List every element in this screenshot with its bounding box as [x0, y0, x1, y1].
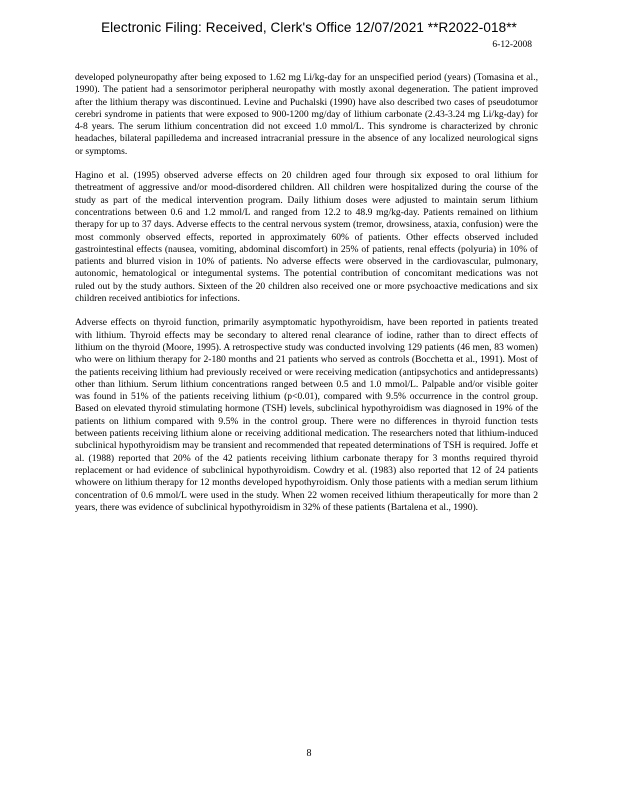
- document-body: [75, 72, 538, 526]
- paragraph-polyneuropathy: developed polyneuropathy after being exposed to 1.62 mg Li/kg-day for an unspecified period (years) (Tomasina et al., 1990). The patient had a sensorimotor peripheral neuropathy with mostly axonal degeneration. The patient improved after the lithium therapy was discontinued. Levine and Puchalski (1990) have also described two cases of pseudotumor cerebri syndrome in patients that were exposed to 900-1200 mg/day of lithium carbonate (2.43-3.24 mg Li/kg-day) for 4-8 years. The serum lithium concentration did not exceed 1.0 mmol/L. This syndrome is characterized by chronic headaches, bilateral papilledema and increased intracranial pressure in the absence of any localized neurological signs or symptoms.: [75, 72, 538, 157]
- filing-stamp: Electronic Filing: Received, Clerk's Office 12/07/2021 **R2022-018**: [101, 20, 517, 35]
- paragraph-thyroid-effects: Adverse effects on thyroid function, primarily asymptomatic hypothyroidism, have been reported in patients treated with lithium. Thyroid effects may be secondary to altered renal clearance of iodine, rather than to direct effects of lithium on the thyroid (Moore, 1995). A retrospective study was conducted involving 129 patients (46 men, 83 women) who were on lithium therapy for 2-180 months and 21 patients who served as controls (Bocchetta et al., 1991). Most of the patients receiving lithium had previously received or were receiving medication (antipsychotics and antidepressants) other than lithium. Serum lithium concentrations ranged between 0.5 and 1.0 mmol/L. Palpable and/or visible goiter was found in 51% of the patients receiving lithium (p<0.01), compared with 9.5% occurrence in the control group. Based on elevated thyroid stimulating hormone (TSH) levels, subclinical hypothyroidism was diagnosed in 19% of the patients on lithium compared with 9.5% in the control group. There were no differences in thyroid function tests between patients receiving lithium alone or receiving additional medication. The researchers noted that lithium-induced subclinical hypothyroidism may be transient and recommended that repeated determinations of TSH is required. Joffe et al. (1988) reported that 20% of the 42 patients receiving lithium carbonate therapy for 3 months required thyroid replacement or had evidence of subclinical hypothyroidism. Cowdry et al. (1983) also reported that 12 of 24 patients whowere on lithium therapy for 12 months developed hypothyroidism. Only those patients with a median serum lithium concentration of 0.6 mmol/L were used in the study. When 22 women received lithium therapeutically for more than 2 years, there was evidence of subclinical hypothyroidism in 32% of these patients (Bartalena et al., 1990).: [75, 317, 538, 513]
- document-date: 6-12-2008: [492, 40, 532, 50]
- page-number: 8: [306, 748, 312, 759]
- paragraph-hagino-study: Hagino et al. (1995) observed adverse effects on 20 children aged four through six exposed to oral lithium for thetreatment of aggressive and/or mood-disordered children. All children were hospitalized during the course of the study as part of the medical intervention program. Daily lithium doses were adjusted to maintain serum lithium concentrations between 0.6 and 1.2 mmol/L and ranged from 12.2 to 48.9 mg/kg-day. Patients remained on lithium therapy for up to 37 days. Adverse effects to the central nervous system (tremor, drowsiness, ataxia, confusion) were the most commonly observed effects, reported in approximately 60% of patients. Other effects observed included gastrointestinal effects (nausea, vomiting, abdominal discomfort) in 25% of patients, renal effects (polyuria) in 10% of patients and blurred vision in 10% of patients. No adverse effects were observed in the cardiovascular, pulmonary, autonomic, hematological or integumental systems. The potential contribution of concomitant medications was not ruled out by the study authors. Sixteen of the 20 children also received one or more psychoactive medications and six children received antibiotics for infections.: [75, 170, 538, 305]
